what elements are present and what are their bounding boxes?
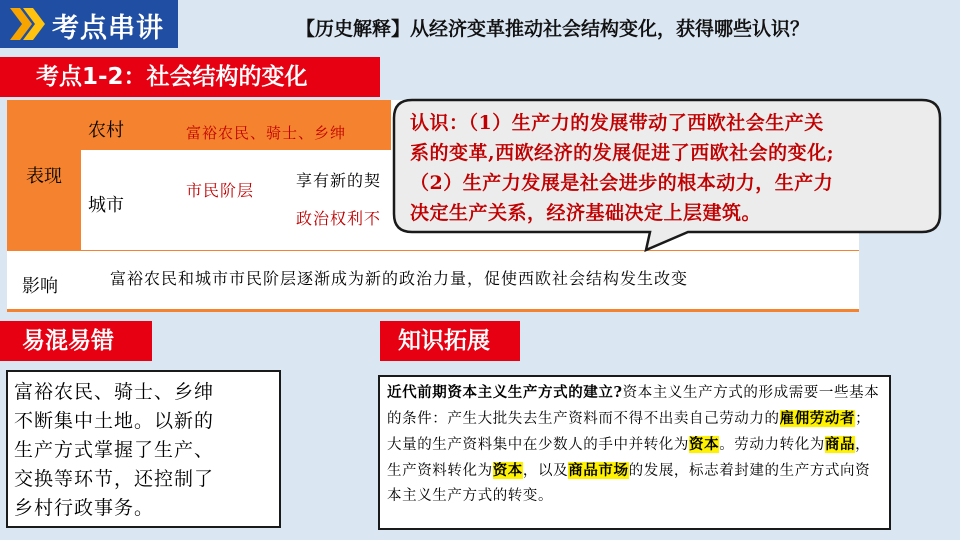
zhishi-text: ，以及 <box>522 463 569 479</box>
callout-line: 认识：（1）生产力的发展带动了西欧社会生产关 <box>410 112 824 134</box>
table-label-chengshi: 城市 <box>88 195 124 216</box>
yihun-box <box>6 370 281 528</box>
zhishi-highlight: 资本 <box>492 462 523 479</box>
zhishi-text: 。劳动力转化为 <box>719 437 825 453</box>
table-label-nongcun: 农村 <box>88 120 124 141</box>
yihun-line: 不断集中土地。以新的 <box>14 410 215 432</box>
zhishi-highlight: 资本 <box>689 436 720 453</box>
zhishi-highlight: 商品 <box>824 436 856 453</box>
zhishi-highlight: 雇佣劳动者 <box>779 410 856 427</box>
callout-line: 决定生产关系，经济基础决定上层建筑。 <box>410 202 762 224</box>
yihun-tag: 易混易错 <box>0 321 152 361</box>
table-detail-chengshi-1: 享有新的契 <box>296 171 382 190</box>
table-value-chengshi: 市民阶层 <box>186 181 255 200</box>
table-value-yingxiang: 富裕农民和城市市民阶层逐渐成为新的政治力量，促使西欧社会结构发生改变 <box>110 269 689 288</box>
callout-line: 系的变革,西欧经济的发展促进了西欧社会的变化; <box>410 142 835 164</box>
zhishi-tag: 知识拓展 <box>380 321 520 361</box>
header-question: 【历史解释】从经济变革推动社会结构变化，获得哪些认识？ <box>296 18 810 40</box>
yihun-line: 生产方式掌握了生产、 <box>14 439 215 461</box>
zhishi-title: 近代前期资本主义生产方式的建立? <box>387 384 623 401</box>
zhishi-text: ，生产资料转化为 <box>387 437 871 479</box>
yihun-line: 富裕农民、骑士、乡绅 <box>14 381 215 403</box>
zhishi-text: 的发展，标志着封建的生产方式向资本主义生产方式的转变。 <box>387 463 871 504</box>
zhishi-box <box>378 375 891 530</box>
header-title: 考点串讲 <box>52 13 164 44</box>
chevron-right-icon <box>8 6 48 42</box>
yihun-line: 乡村行政事务。 <box>14 497 155 519</box>
callout-text <box>410 108 930 228</box>
zhishi-highlight: 商品市场 <box>568 462 629 479</box>
table-bottom-border <box>7 309 859 312</box>
table-label-yingxiang: 影响 <box>22 276 58 297</box>
callout-line: （2）生产力发展是社会进步的根本动力，生产力 <box>410 172 834 194</box>
section-title: 考点1-2：社会结构的变化 <box>0 57 380 97</box>
zhishi-text: ；大量的生产资料集中在少数人的手中并转化为 <box>387 411 871 453</box>
table-value-nongcun: 富裕农民、骑士、乡绅 <box>186 124 347 142</box>
zhishi-text: 资本主义生产方式的形成需要一些基本的条件：产生大批失去生产资料而不得不出卖自己劳动力的 <box>387 385 880 427</box>
table-label-biaoxian: 表现 <box>7 100 81 250</box>
yihun-line: 交换等环节，还控制了 <box>14 468 215 490</box>
table-detail-chengshi-2: 政治权利不 <box>296 209 382 228</box>
